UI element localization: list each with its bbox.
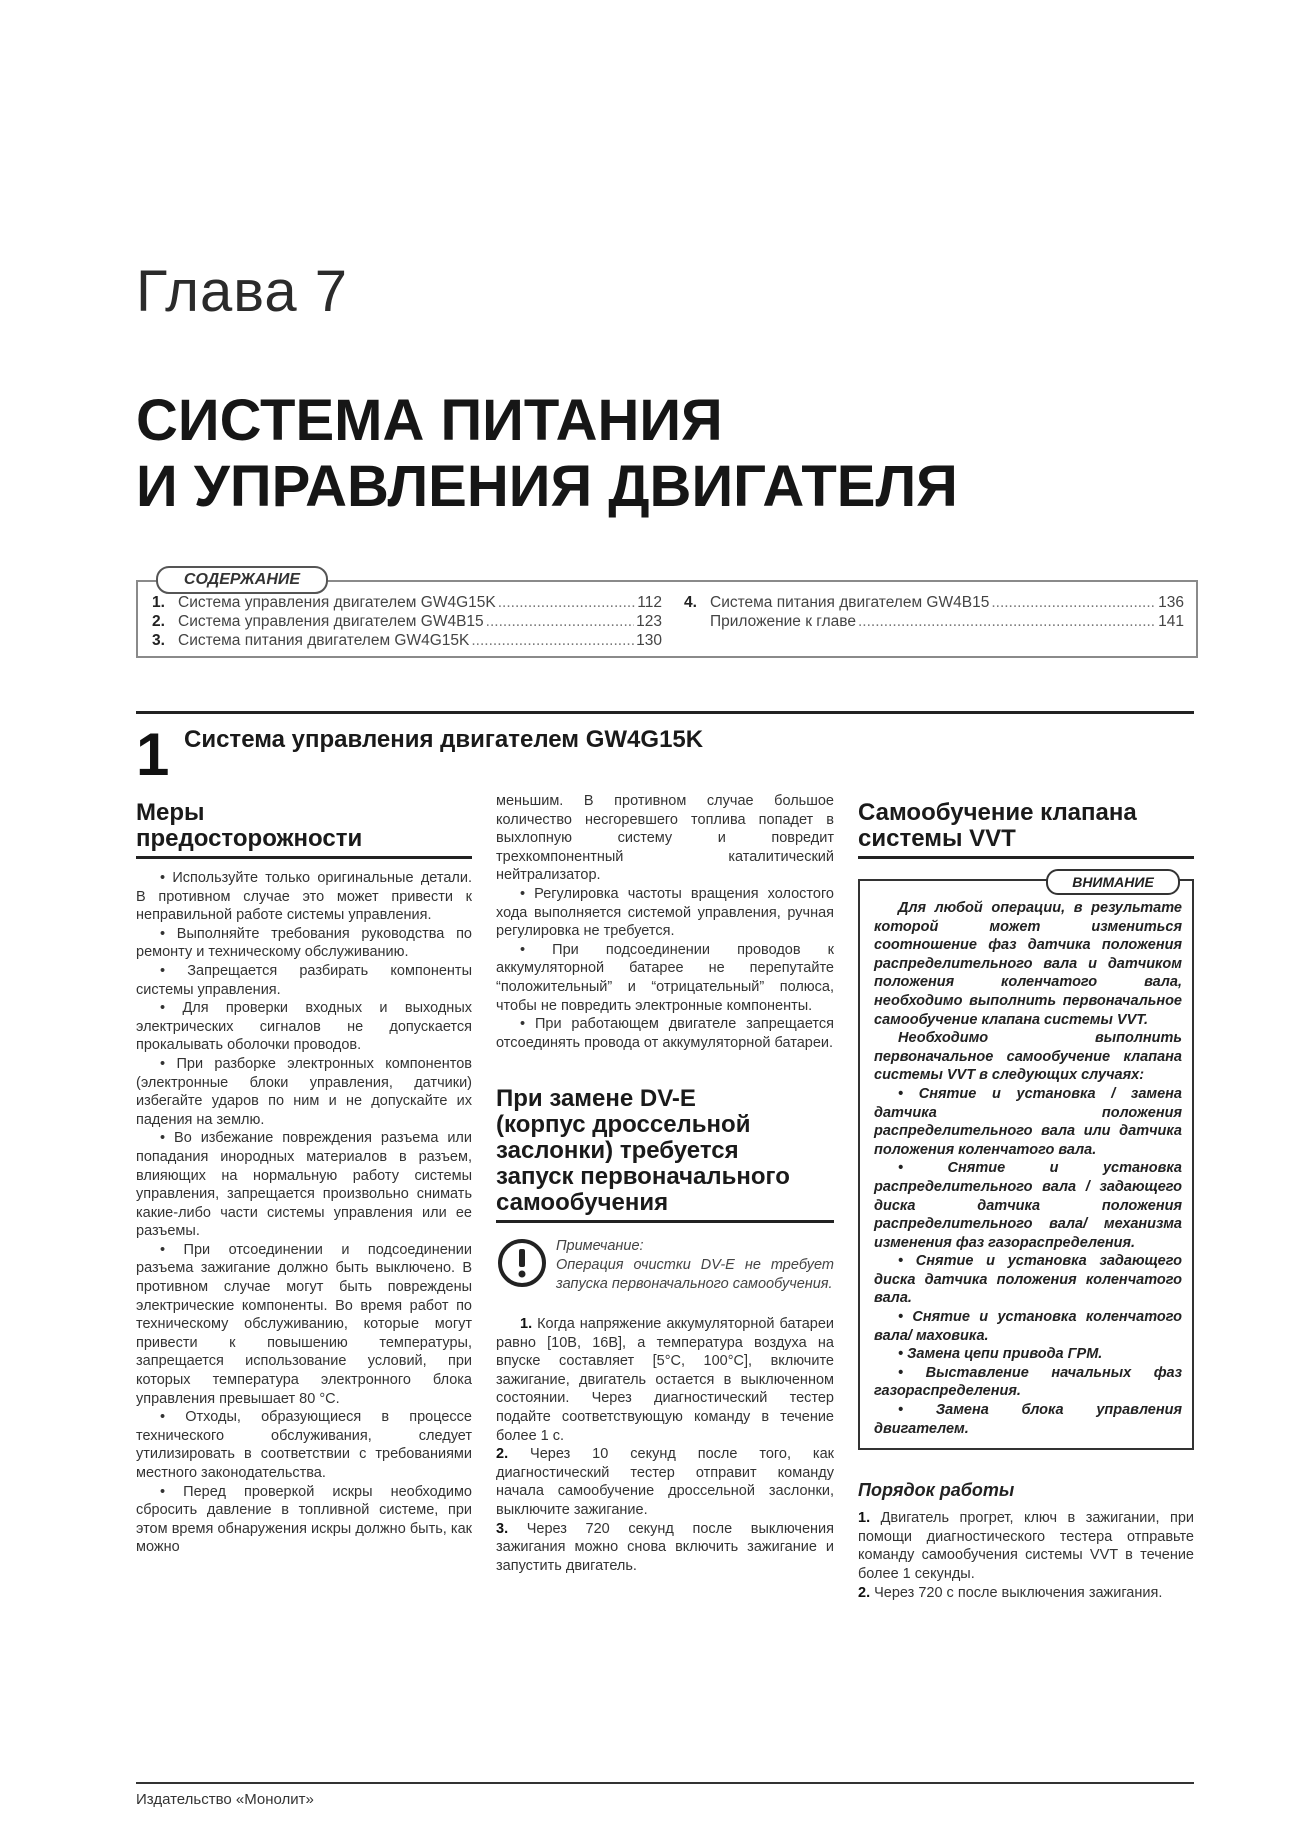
- heading-line: При замене DV-E: [496, 1085, 696, 1113]
- heading-line: Меры: [136, 799, 205, 826]
- toc-item-1[interactable]: [152, 594, 662, 612]
- paragraph: • При работающем двигателе запрещается отсоединять провода от аккумуляторной батареи.: [496, 1016, 834, 1051]
- toc-item-text: Система управления двигателем GW4B15: [178, 613, 484, 630]
- step-text: Через 720 с после выключения зажигания.: [874, 1584, 1163, 1601]
- toc-item-appendix[interactable]: [684, 613, 1184, 631]
- step-number: 2.: [858, 1584, 871, 1601]
- step-item: [858, 1509, 1194, 1583]
- paragraph: • Регулировка частоты вращения холостого хода выполняется системой управления, ручная регулировка не требуется.: [496, 885, 834, 940]
- section-number: 1: [136, 721, 170, 788]
- heading-line: заслонки) требуется: [496, 1137, 739, 1165]
- step-text: Двигатель прогрет, ключ в зажигании, при помощи диагностического тестера отправьте команду самообучения системы VVT в течение более 1 секунды.: [858, 1510, 1194, 1582]
- warning-paragraph: • Замена цепи привода ГРМ.: [898, 1346, 1103, 1363]
- heading-vvt-learning: [858, 800, 1194, 852]
- step-text: Когда напряжение аккумуляторной батареи равно [10В, 16В], а температура воздуха на впуске составляет [5°С, 100°С], включите зажигание, двигатель остается в выключенном состоянии. Через диагностический тестер подайте соответствующую команду в течение более 1 с.: [496, 1316, 835, 1444]
- toc-leader-dots: [471, 632, 634, 650]
- section-rule-top: [136, 711, 1194, 714]
- toc-item-number: 4.: [684, 594, 697, 611]
- toc-item-text: Система управления двигателем GW4G15K: [178, 594, 496, 611]
- column-3: [858, 800, 1194, 1602]
- toc-item-page: 112: [637, 594, 662, 611]
- note-label: Примечание:: [556, 1238, 644, 1255]
- toc-item-number: 2.: [152, 613, 165, 630]
- heading-line: (корпус дроссельной: [496, 1111, 751, 1139]
- warning-paragraph: • Снятие и установка коленчатого вала/ маховика.: [874, 1309, 1182, 1344]
- heading-line: Самообучение клапана: [858, 799, 1137, 826]
- step-text: Через 10 секунд после того, как диагностический тестер отправит команду начала самообучение дроссельной заслонки, выключите зажигание.: [496, 1446, 834, 1519]
- toc-item-page: 130: [636, 632, 662, 649]
- heading-underline: [136, 856, 472, 859]
- toc-leader-dots: [498, 594, 636, 612]
- exclamation-icon: [496, 1237, 548, 1289]
- warning-paragraph: Необходимо выполнить первоначальное самообучение клапана системы VVT в следующих случаях:: [874, 1030, 1182, 1084]
- subheading-procedure: Порядок работы: [858, 1480, 1015, 1501]
- warning-paragraph: • Замена блока управления двигателем.: [874, 1402, 1182, 1437]
- toc-item-page: 123: [636, 613, 662, 630]
- paragraph: • Отходы, образующиеся в процессе технического обслуживания, следует утилизировать в соответствии с требованиями местного законодательства.: [136, 1409, 472, 1481]
- paragraph: • Выполняйте требования руководства по ремонту и техническому обслуживанию.: [136, 925, 472, 961]
- toc-item-number: 1.: [152, 594, 165, 611]
- warning-paragraph: • Снятие и установка задающего диска датчика положения коленчатого вала.: [874, 1253, 1182, 1307]
- warning-paragraph: • Выставление начальных фаз газораспределения.: [874, 1364, 1182, 1400]
- heading-precautions: [136, 800, 472, 852]
- step-number: 3.: [496, 1520, 509, 1537]
- warning-paragraph: • Снятие и установка распределительного вала / задающего диска датчика положения распределительного вала/ механизма изменения фаз газораспределения.: [874, 1160, 1182, 1251]
- heading-line: самообучения: [496, 1189, 669, 1217]
- warning-paragraph: • Снятие и установка / замена датчика положения распределительного вала или датчика положения коленчатого вала.: [874, 1085, 1182, 1158]
- heading-line: системы VVT: [858, 825, 1016, 852]
- table-of-contents: [136, 571, 1198, 658]
- toc-item-number: 3.: [152, 632, 165, 649]
- toc-item-4[interactable]: [684, 594, 1184, 612]
- paragraph: • Используйте только оригинальные детали. В противном случае это может привести к неправильной работе системы управления.: [136, 870, 472, 924]
- footer-publisher: Издательство «Монолит»: [136, 1791, 314, 1808]
- toc-item-text: Система питания двигателем GW4G15K: [178, 632, 470, 649]
- heading-underline: [858, 856, 1194, 859]
- step-number: 1.: [858, 1510, 871, 1527]
- toc-item-page: 141: [1158, 613, 1184, 630]
- step-item: [496, 1445, 834, 1519]
- toc-item-2[interactable]: [152, 613, 662, 631]
- toc-leader-dots: [991, 594, 1156, 612]
- paragraph: • Во избежание повреждения разъема или попадания инородных материалов в разъем, влияющих на нормальную работу системы управления, запрещается произвольно снимать какие-либо части системы управления или ее разъемы.: [136, 1130, 472, 1240]
- heading-line: запуск первоначального: [496, 1163, 790, 1191]
- step-item: [496, 1520, 834, 1576]
- toc-item-3[interactable]: [152, 632, 662, 650]
- paragraph: • Для проверки входных и выходных электрических сигналов не допускается прокалывать оболочки проводов.: [136, 1000, 472, 1054]
- chapter-title: [136, 388, 958, 520]
- toc-item-page: 136: [1158, 594, 1184, 611]
- paragraph: • Запрещается разбирать компоненты системы управления.: [136, 962, 472, 998]
- note-text: Операция очистки DV-E не требует запуска первоначального самообучения.: [556, 1256, 834, 1292]
- note-block: [496, 1237, 834, 1293]
- paragraph: • При подсоединении проводов к аккумуляторной батарее не перепутайте “положительный” и “отрицательный” полюса, чтобы не повредить электронные компоненты.: [496, 941, 834, 1014]
- heading-dve-replacement: [496, 1086, 834, 1216]
- warning-box: [858, 874, 1194, 1450]
- chapter-title-line-2: И УПРАВЛЕНИЯ ДВИГАТЕЛЯ: [136, 454, 958, 519]
- toc-item-text: Система питания двигателем GW4B15: [710, 594, 990, 611]
- column-2: [496, 792, 834, 1575]
- step-text: Через 720 секунд после выключения зажигания можно снова включить зажигание и запустить двигатель.: [496, 1520, 835, 1574]
- column-1: [136, 800, 472, 1557]
- toc-header: СОДЕРЖАНИЕ: [156, 566, 328, 594]
- heading-underline: [496, 1220, 834, 1223]
- toc-leader-dots: [858, 613, 1156, 631]
- toc-item-text: Приложение к главе: [710, 613, 856, 630]
- paragraph: • Перед проверкой искры необходимо сбросить давление в топливной системе, при этом время обнаружения искры должно быть, как можно: [136, 1483, 472, 1556]
- note-body: [548, 1237, 834, 1293]
- chapter-title-line-1: СИСТЕМА ПИТАНИЯ: [136, 388, 723, 453]
- paragraph: • При разборке электронных компонентов (электронные блоки управления, датчики) избегайте ударов по ним и не допускайте их падения на землю.: [136, 1055, 472, 1128]
- section-title: Система управления двигателем GW4G15K: [184, 726, 704, 753]
- chapter-label: Глава 7: [136, 259, 349, 324]
- paragraph: • При отсоединении и подсоединении разъема зажигание должно быть выключено. В противном случае могут быть повреждены электрические компоненты. Во время работ по техническому обслуживанию, которые могут привести к повышению температуры, запрещается использование условий, при которых температура электронного блока управления превышает 80 °С.: [136, 1241, 472, 1407]
- footer-rule: [136, 1782, 1194, 1784]
- paragraph: меньшим. В противном случае большое количество несгоревшего топлива попадет в выхлопную систему и повредит трехкомпонентный каталитический нейтрализатор.: [496, 793, 834, 884]
- toc-leader-dots: [486, 613, 634, 631]
- warning-badge: ВНИМАНИЕ: [1046, 869, 1180, 895]
- step-item: [858, 1584, 1194, 1603]
- step-item: [496, 1315, 834, 1445]
- warning-paragraph: Для любой операции, в результате которой может измениться соотношение фаз датчика положения распределительного вала и датчиком положения коленчатого вала, необходимо выполнить первоначальное самообучение клапана системы VVT.: [874, 900, 1182, 1028]
- heading-line: предосторожности: [136, 825, 363, 852]
- step-number: 2.: [496, 1446, 509, 1463]
- step-number: 1.: [520, 1316, 533, 1333]
